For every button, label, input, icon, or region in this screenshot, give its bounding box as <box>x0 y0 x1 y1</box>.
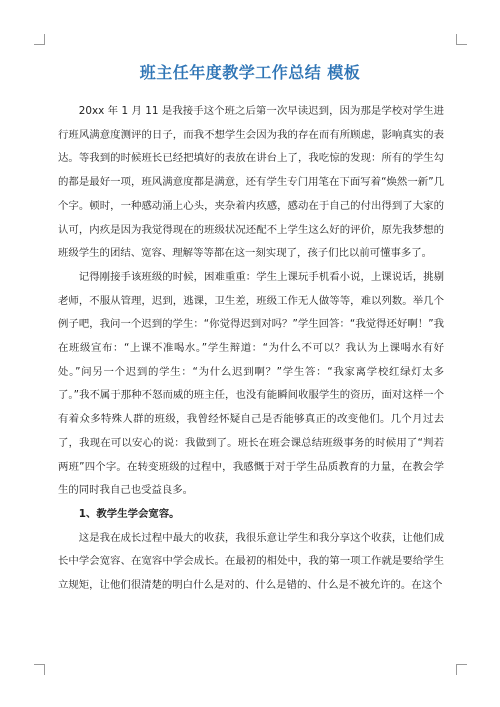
paragraph-tolerance: 这是我在成长过程中最大的收获，我很乐意让学生和我分享这个收获，让他们成长中学会宽容、在宽容中学会成长。在最初的相处中，我的第一项工作就是要给学生立规矩，让他们很清楚的明白什么是对的、什么是错的、什么是不被允许的。在这个 <box>58 531 444 592</box>
document-title: 班主任年度教学工作总结 模板 <box>139 63 361 82</box>
paragraph-intro: 20xx 年 1 月 11 是我接手这个班之后第一次早读迟到，因为那是学校对学生进行班风满意度测评的日子，而我不想学生会因为我的存在而有所顾虑，影响真实的表达。等我到的时候班长已经把填好的表放在讲台上了，我吃惊的发现：所有的学生勾的都是最好一项，班风满意度都是满意，还有学生专门用笔在下面写着“焕然一新”几个字。顿时，一种感动涌上心头，夹杂着内疚感，感动在于自己的付出得到了大家的认可，内疚是因为我觉得现在的班级状况还配不上学生这么好的评价，原先我梦想的班级学生的团结、宽容、理解等等都在这一刻实现了，孩子们比以前可懂事多了。 <box>58 105 444 260</box>
section-heading-tolerance: 1、教学生学会宽容。 <box>78 507 180 520</box>
crop-mark-bottom-left <box>34 664 45 675</box>
crop-mark-top-right <box>456 34 467 45</box>
document-body <box>58 100 444 598</box>
crop-mark-top-left <box>34 34 45 45</box>
paragraph-takeover: 记得刚接手该班级的时候，困难重重：学生上课玩手机看小说，上课说话，挑剔老师，不服从管理，迟到，逃课，卫生差，班级工作无人做等等，难以列数。举几个例子吧，我问一个迟到的学生：“你觉得迟到对吗？”学生回答：“我觉得还好啊！”我在班级宣布：“上课不准喝水。”学生辩道：“为什么不可以？我认为上课喝水有好处。”问另一个迟到的学生：“为什么迟到啊？”学生答：“我家离学校红绿灯太多了。”我不属于那种不怒而威的班主任，也没有能瞬间收服学生的资历，面对这样一个有着众多特殊人群的班级，我曾经怀疑自己是否能够真正的改变他们。几个月过去了，我现在可以安心的说：我做到了。班长在班会课总结班级事务的时候用了“判若两班”四个字。在转变班级的过程中，我感慨于对于学生品质教育的力量，在教会学生的同时我自己也受益良多。 <box>58 270 444 497</box>
crop-mark-bottom-right <box>456 664 467 675</box>
